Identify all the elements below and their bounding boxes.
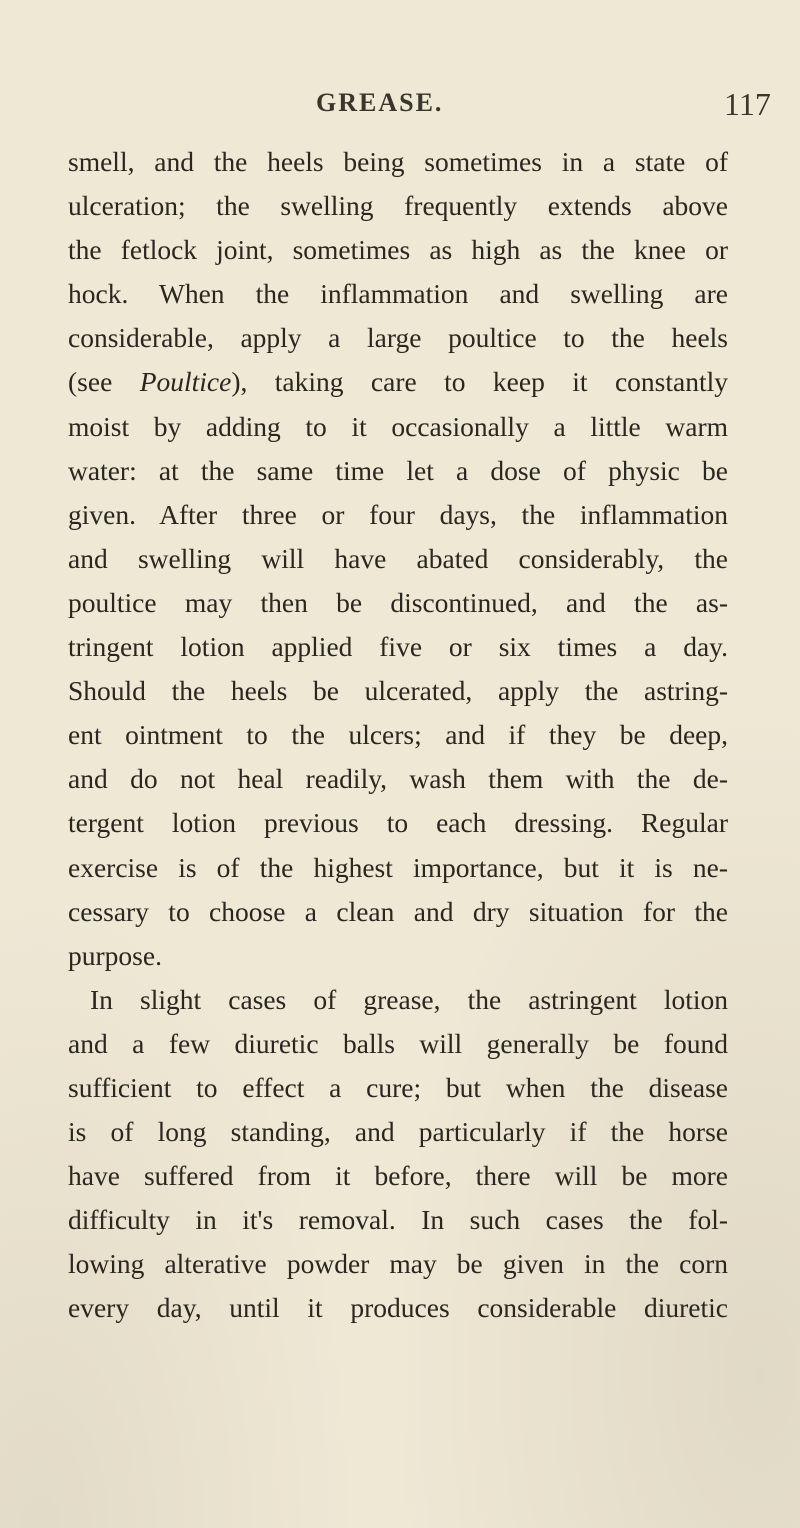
text-line: hock. When the inflammation and swelling are [68,278,728,310]
running-title: GREASE. [316,88,444,117]
text-segment: (see [68,366,140,398]
text-line: moist by adding to it occasionally a little warm [68,410,728,442]
text-segment: ), taking care to keep it constantly [231,366,728,398]
text-line: every day, until it produces considerable diuretic [68,1292,728,1324]
text-line: the fetlock joint, sometimes as high as the knee or [68,234,728,266]
text-line: sufficient to effect a cure; but when the disease [68,1071,728,1103]
body-text [68,140,728,1331]
text-line: and swelling will have abated considerably, the [68,542,728,574]
italic-reference: Poultice [139,366,232,398]
text-line: tergent lotion previous to each dressing. Regular [68,807,728,839]
text-line: purpose. [68,939,162,971]
text-line: exercise is of the highest importance, but it is ne- [68,851,728,883]
text-line: poultice may then be discontinued, and the as- [68,586,728,618]
text-line: water: at the same time let a dose of physic be [68,454,728,486]
text-line: Should the heels be ulcerated, apply the astring- [68,675,728,707]
page-number: 117 [724,86,771,122]
text-line: lowing alterative powder may be given in the corn [68,1248,728,1280]
text-line: In slight cases of grease, the astringent lotion [90,983,728,1015]
text-line: smell, and the heels being sometimes in a state of [68,146,728,177]
text-line: and a few diuretic balls will generally be found [68,1027,728,1059]
text-line: ulceration; the swelling frequently extends above [68,190,728,222]
text-line: ent ointment to the ulcers; and if they be deep, [68,719,728,751]
text-line: cessary to choose a clean and dry situation for the [68,895,728,927]
text-line: tringent lotion applied five or six times a day. [68,631,728,663]
text-line: have suffered from it before, there will be more [68,1160,728,1192]
text-line: is of long standing, and particularly if the horse [68,1116,728,1148]
text-line: given. After three or four days, the inflammation [68,498,728,530]
running-head [0,86,800,126]
text-line [68,360,728,404]
text-line: difficulty in it's removal. In such cases the fol- [68,1204,728,1236]
text-line: and do not heal readily, wash them with the de- [68,763,728,795]
text-line: considerable, apply a large poultice to the heels [68,322,728,354]
